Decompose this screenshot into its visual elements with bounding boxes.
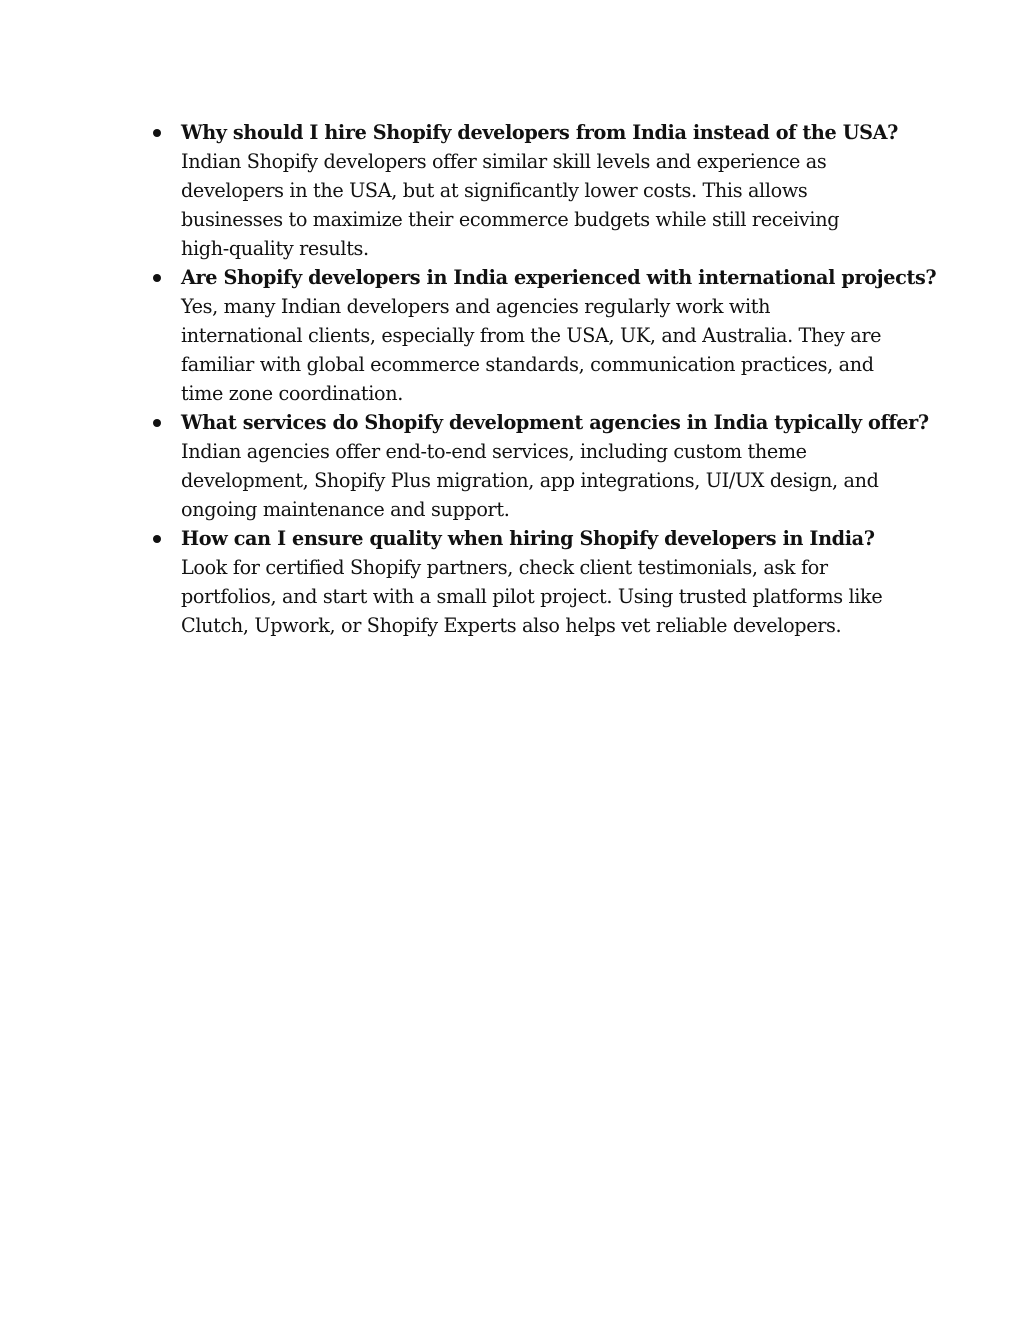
faq-answer — [181, 292, 910, 408]
faq-item — [150, 118, 910, 263]
faq-answer-line: Look for certified Shopify partners, check client testimonials, ask for — [181, 556, 828, 579]
faq-answer-line: international clients, especially from the USA, UK, and Australia. They are — [181, 324, 882, 347]
faq-item — [150, 524, 910, 640]
faq-answer-line: developers in the USA, but at significantly lower costs. This allows — [181, 179, 808, 202]
faq-answer-line: Indian Shopify developers offer similar skill levels and experience as — [181, 150, 827, 173]
faq-answer-line: Yes, many Indian developers and agencies regularly work with — [181, 295, 771, 318]
faq-answer-line: time zone coordination. — [181, 382, 404, 405]
faq-answer — [181, 437, 910, 524]
faq-question: What services do Shopify development agencies in India typically offer? — [181, 411, 929, 434]
faq-item — [150, 408, 929, 524]
faq-answer — [181, 147, 910, 263]
faq-answer-line: development, Shopify Plus migration, app integrations, UI/UX design, and — [181, 469, 879, 492]
faq-answer-line: familiar with global ecommerce standards, communication practices, and — [181, 353, 874, 376]
bullet-icon — [153, 129, 161, 137]
faq-list — [150, 118, 937, 640]
bullet-icon — [153, 535, 161, 543]
faq-question: How can I ensure quality when hiring Shopify developers in India? — [181, 527, 875, 550]
faq-answer-line: businesses to maximize their ecommerce budgets while still receiving — [181, 208, 840, 231]
faq-question: Are Shopify developers in India experienced with international projects? — [181, 266, 937, 289]
bullet-icon — [153, 419, 161, 427]
bullet-icon — [153, 274, 161, 282]
faq-item — [150, 263, 937, 408]
faq-answer-line: portfolios, and start with a small pilot project. Using trusted platforms like — [181, 585, 883, 608]
faq-answer-line: ongoing maintenance and support. — [181, 498, 510, 521]
faq-answer-line: Indian agencies offer end-to-end services, including custom theme — [181, 440, 807, 463]
faq-answer — [181, 553, 910, 640]
faq-answer-line: Clutch, Upwork, or Shopify Experts also helps vet reliable developers. — [181, 614, 842, 637]
faq-question: Why should I hire Shopify developers from India instead of the USA? — [181, 121, 899, 144]
faq-answer-line: high-quality results. — [181, 237, 369, 260]
